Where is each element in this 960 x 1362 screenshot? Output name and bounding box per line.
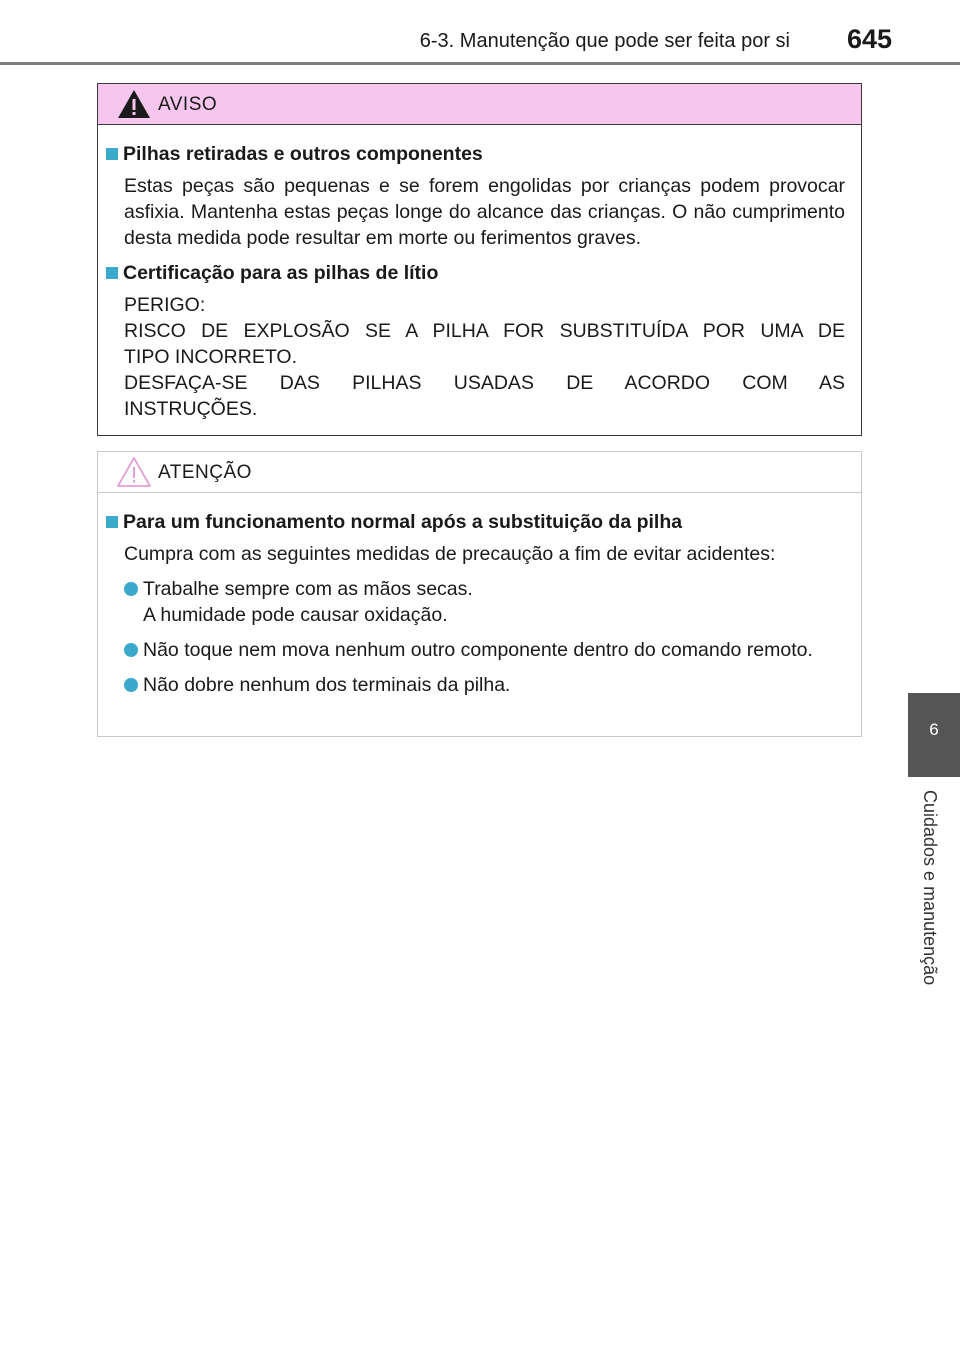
warning-item2-text [106,292,845,422]
caution-box [97,451,862,737]
warning-line: INSTRUÇÕES. [124,398,258,420]
square-bullet-icon [106,148,118,160]
square-bullet-icon [106,516,118,528]
warning-item-title [106,260,845,286]
section-title: 6-3. Manutenção que pode ser feita por si [419,30,790,52]
list-item [106,576,845,628]
caution-intro: Cumpra com as seguintes medidas de precaução a fim de evitar acidentes: [124,543,776,565]
bullet-text: Não toque nem mova nenhum outro componente dentro do comando remoto. [143,639,813,661]
list-item [106,672,845,698]
warning-item1-text: Estas peças são pequenas e se forem engolidas por crianças podem provocar asfixia. Mantenha estas peças longe do alcance das crianças. O não cumprimento desta medida pode resultar em morte ou ferimentos graves. [124,175,845,249]
round-bullet-icon [124,678,138,692]
page-number: 645 [846,24,892,54]
warning-line: DESFAÇA-SE DAS PILHAS USADAS DE ACORDO COM AS [124,372,845,394]
list-item [106,637,845,663]
chapter-tab [908,693,960,777]
warning-triangle-icon [116,88,152,120]
chapter-label: Cuidados e manutenção [920,790,940,986]
warning-line: PERIGO: [124,294,206,316]
round-bullet-icon [124,582,138,596]
warning-item2-title: Certificação para as pilhas de lítio [123,262,439,284]
chapter-number: 6 [929,720,939,739]
warning-line: RISCO DE EXPLOSÃO SE A PILHA FOR SUBSTITUÍDA POR UMA DE [124,320,845,342]
square-bullet-icon [106,267,118,279]
warning-box [97,83,862,436]
warning-item-title [106,141,845,167]
warning-line: TIPO INCORRETO. [124,346,297,368]
caution-item-title-text: Para um funcionamento normal após a substituição da pilha [123,511,683,533]
warning-label: AVISO [158,94,218,115]
warning-header [98,84,861,125]
caution-body [98,493,861,698]
caution-item-title [106,509,845,535]
page-header [0,0,960,66]
bullet-extra-text: A humidade pode causar oxidação. [143,604,448,626]
caution-triangle-icon [116,456,152,488]
warning-body [98,125,861,422]
bullet-text: Trabalhe sempre com as mãos secas. [143,578,473,600]
caution-label: ATENÇÃO [158,462,252,483]
bullet-text: Não dobre nenhum dos terminais da pilha. [143,674,511,696]
warning-item1-title: Pilhas retiradas e outros componentes [123,143,483,165]
header-rule [0,62,960,65]
round-bullet-icon [124,643,138,657]
caution-header [98,452,861,493]
